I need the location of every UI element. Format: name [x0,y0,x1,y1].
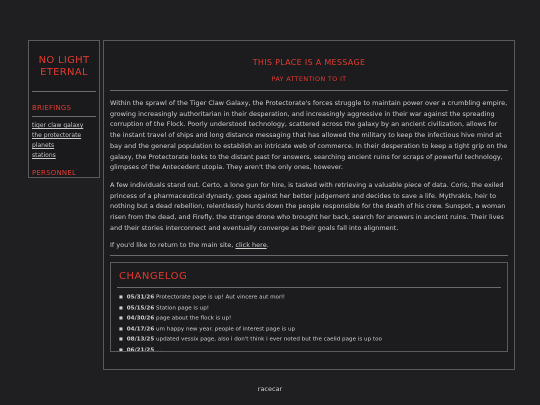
title-divider [110,90,508,91]
intro-paragraph: Within the sprawl of the Tiger Claw Galaxy, the Protectorate's forces struggle to maintain power over a crumbling empire, growing increasingly authoritarian in their desperation, and increasingly aggressive in their war against the spreading corruption of the Flock. Poorly understood technology, scattered across the galaxy by an ancient civilization, allows for the instant travel of ships and long distance messaging that has allowed the military to keep the infectious hive mind at bay and the general population to establish an intricate web of commerce. In their desperation to keep a tight grip on the galaxy, the Protectorate looks to the distant past for answers, searching ancient ruins for scraps of powerful technology, glimpses of the Antecedent utopia. They aren't the only ones, however. [110,99,508,172]
changelog-date: 04/17/26 [126,326,155,333]
return-link[interactable]: click here [235,241,267,250]
changelog-title: CHANGELOG [119,271,188,283]
changelog-box[interactable] [110,262,508,352]
footer-text: racecar [257,385,283,393]
sidebar-link-planets[interactable]: planets [32,142,55,149]
changelog-text: Station page is up! [154,305,210,312]
main-panel [103,40,515,370]
changelog-entry [119,292,507,303]
briefings-divider [32,116,96,117]
sidebar-link-the-protectorate[interactable]: the protectorate [32,132,82,139]
sidebar-link-stations[interactable]: stations [32,152,56,159]
characters-paragraph: A few individuals stand out. Certo, a lone gun for hire, is tasked with retrieving a valuable piece of data. Coris, the exiled princess of a pharmaceutical dynasty, goes against her better judgement and decides to save a life. Mythrakis, heir to nothing but a dead rebellion, relentlessly hunts down the people responsible for the death of his crew. Sunspot, a woman risen from the dead, and Firefly, the strange drone who brought her back, search for answers in ancient ruins. Their lives and their stories interconnect and eventually converge as their goals fall into alignment. [110,180,506,232]
changelog-date: 05/31/26 [126,294,155,301]
changelog-text: ... [154,347,162,353]
return-text: If you'd like to return to the main site, [110,241,236,250]
page-subtitle: PAY ATTENTION TO IT [271,75,347,83]
changelog-date: 06/21/25 [126,347,155,353]
site-title-line2[interactable]: ETERNAL [40,67,88,78]
changelog-entry [119,324,507,335]
page-title: THIS PLACE IS A MESSAGE [252,58,366,67]
briefings-heading: BRIEFINGS [32,104,72,112]
changelog-entry [119,334,507,345]
site-title[interactable] [29,55,99,79]
changelog-list [111,292,507,352]
return-paragraph [110,240,508,251]
changelog-date: 04/30/26 [126,315,155,322]
sidebar-divider [32,91,96,92]
personnel-heading: PERSONNEL [32,169,77,177]
sidebar-link-tiger-claw-galaxy[interactable]: tiger claw galaxy [32,122,84,129]
sidebar [28,40,100,178]
briefings-links [32,121,99,161]
changelog-text: page about the flock is up! [154,315,232,322]
return-end: . [266,241,269,250]
changelog-text: updated vessix page, also i don't think i ever noted but the caelid page is up too [154,336,382,343]
changelog-text: Protectorate page is up! Aut vincere aut mori! [154,294,286,301]
changelog-text: um happy new year. people of interest page is up [154,326,296,333]
changelog-date: 05/15/26 [126,305,155,312]
changelog-date: 08/13/25 [126,336,155,343]
changelog-divider [117,287,501,288]
site-title-line1[interactable]: NO LIGHT [38,55,90,66]
content-divider [110,255,508,256]
changelog-entry [119,345,507,353]
changelog-entry [119,303,507,314]
changelog-entry [119,313,507,324]
